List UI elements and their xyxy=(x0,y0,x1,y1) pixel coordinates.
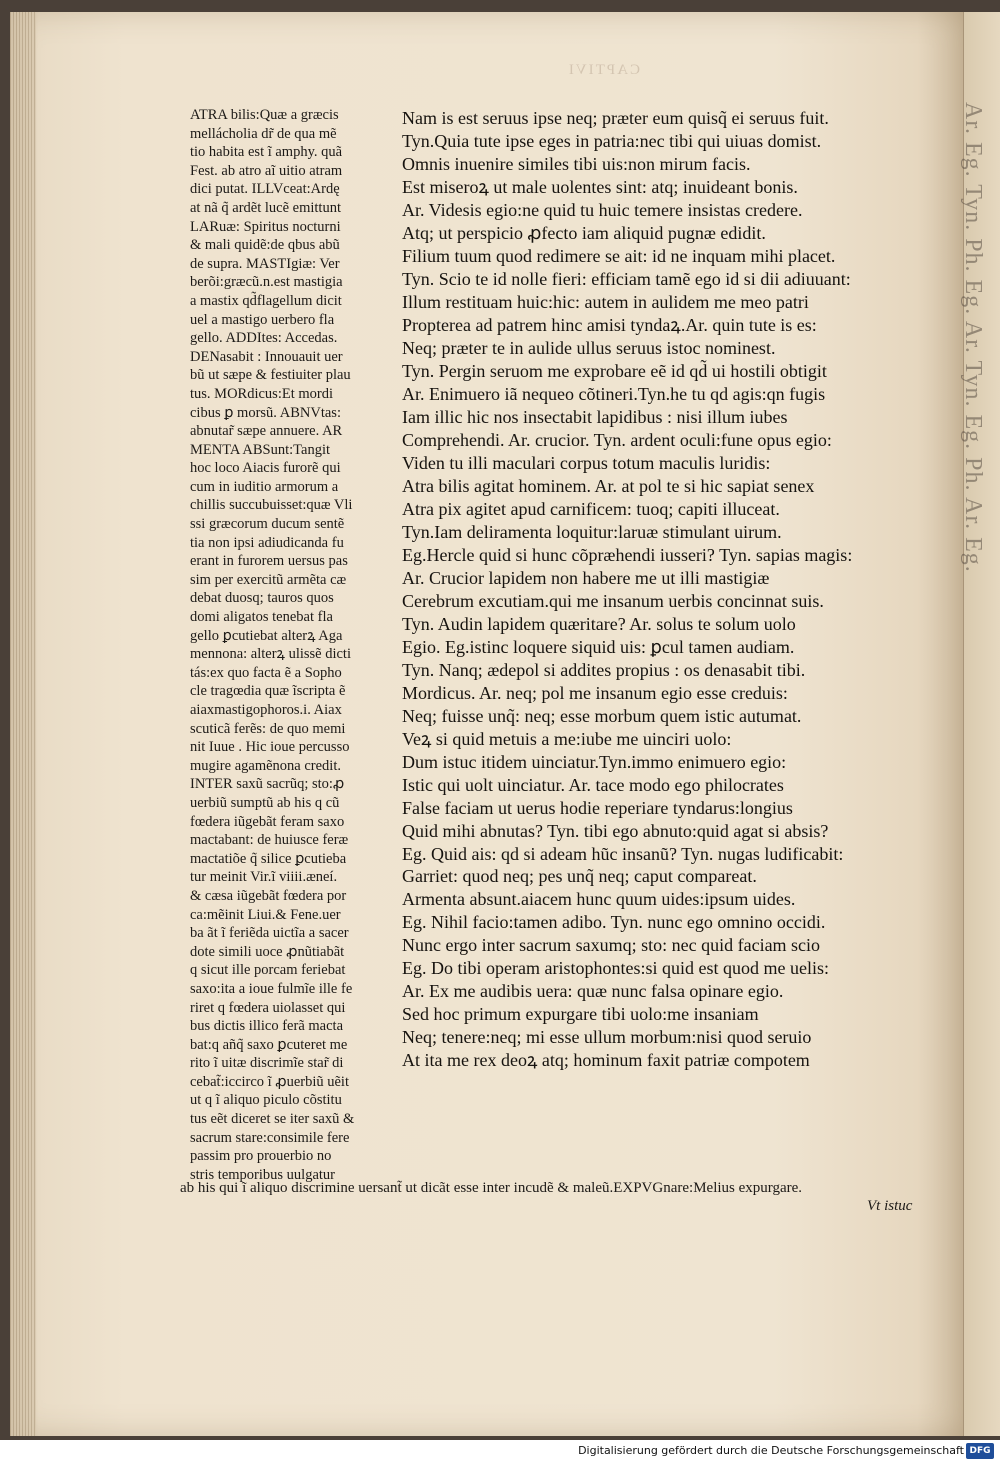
commentary-line: gello. ADDItes: Accedas. xyxy=(190,330,338,347)
commentary-line: bus dictis illico ferã macta xyxy=(190,1018,344,1035)
commentary-line: mactabant: de huiusce feræ xyxy=(190,832,349,849)
verse-line: Illum restituam huic:hic: autem in aulidem me meo patri xyxy=(402,291,809,312)
verse-line: Ar. Crucior lapidem non habere me ut illi mastigiæ xyxy=(402,567,770,588)
commentary-line: tia non ipsi adiudicanda fu xyxy=(190,534,344,551)
commentary-line: cum in iuditio armorum a xyxy=(190,478,339,495)
verse-line: Tyn. Nanq; ædepol si addites propius : os denasabit tibi. xyxy=(402,659,806,680)
commentary-line: berõi:græcũ.n.est mastigia xyxy=(190,274,343,291)
verse-line: Sed hoc primum expurgare tibi uolo:me insaniam xyxy=(402,1004,759,1025)
verse-line: False faciam ut uerus hodie reperiare tyndarus:longius xyxy=(402,797,793,818)
commentary-line: stris temporibus uulgatur xyxy=(190,1166,335,1183)
commentary-line: bat:q añq̃ saxo ꝑcuteret me xyxy=(190,1036,348,1053)
verse-line: Tyn.Iam deliramenta loquitur:laruæ stimulant uirum. xyxy=(402,521,782,542)
verse-line: Egio. Eg.istinc loquere siquid uis: ꝑcul tamen audiam. xyxy=(402,636,795,657)
commentary-line: ba ãt ĩ feriẽda uictĩa a sacer xyxy=(190,925,349,942)
verse-line: Atq; ut perspicio ꝓfecto iam aliquid pugnæ edidit. xyxy=(402,222,766,243)
commentary-line: tás:ex quo facta ẽ a Sopho xyxy=(190,664,342,681)
commentary-column xyxy=(190,106,390,1184)
commentary-line: sim per exercitũ armẽta cæ xyxy=(190,571,347,588)
commentary-line: tio habita est ĩ amphy. quã xyxy=(190,144,343,161)
commentary-line: ut q ĩ aliquo piculo cõstitu xyxy=(190,1092,342,1109)
verse-line: Quid mihi abnutas? Tyn. tibi ego abnuto:quid agat si absis? xyxy=(402,820,829,841)
verse-line: Veꝝ si quid metuis a me:iube me uinciri uolo: xyxy=(402,728,732,749)
verse-line: Eg. Quid ais: qd si adeam hũc insanũ? Tyn. nugas ludificabit: xyxy=(402,843,844,864)
verse-line: Ar. Enimuero iã nequeo cõtineri.Tyn.he tu qd agis:qn fugis xyxy=(402,383,826,404)
commentary-line: abnutar̃ sæpe annuere. AR xyxy=(190,423,343,440)
verse-line: Eg.Hercle quid si hunc cõpræhendi iusseri? Tyn. sapias magis: xyxy=(402,544,853,565)
commentary-line: Fest. ab atro aĩ uitio atram xyxy=(190,162,343,179)
page-gutter xyxy=(10,12,36,1436)
verse-line: Iam illic hic nos insectabit lapidibus : nisi illum iubes xyxy=(402,406,788,427)
facing-page-text: Ar. Eg. Tyn. Ph. Eg. Ar. Tyn. Eg. Ph. Ar. Eg. xyxy=(960,102,986,573)
commentary-line: fœdera iũgebãt feram saxo xyxy=(190,813,345,830)
commentary-line: at nã q̃ ardẽt lucẽ emittunt xyxy=(190,199,341,216)
verse-line: Tyn.Quia tute ipse eges in patria:nec tibi qui uiuas domist. xyxy=(402,130,822,151)
verse-line: Viden tu illi maculari corpus totum maculis luridis: xyxy=(402,452,771,473)
catchword: Vt istuc xyxy=(867,1198,913,1214)
bleed-through-text: CAPTIVI xyxy=(566,62,640,78)
verse-line: Atra pix agitet apud carnificem: tuoq; capiti illuceat. xyxy=(402,498,780,519)
verse-line: Tyn. Audin lapidem quæritare? Ar. solus te solum uolo xyxy=(402,613,796,634)
verse-line: Tyn. Scio te id nolle fieri: efficiam tamẽ ego id si dii adiuuant: xyxy=(402,268,851,289)
commentary-line: & cæsa iũgebãt fœdera por xyxy=(190,887,347,904)
commentary-line: rito ĩ uitæ discrimĩe star̃ di xyxy=(190,1055,344,1072)
verse-line: Propterea ad patrem hinc amisi tyndaꝝ.Ar. quin tute is es: xyxy=(402,314,817,335)
verse-line: Comprehendi. Ar. crucior. Tyn. ardent oculi:fune opus egio: xyxy=(402,429,832,450)
verse-line: Cerebrum excutiam.qui me insanum uerbis concinnat suis. xyxy=(402,590,824,611)
commentary-line: saxo:ita a ioue fulmĩe ille fe xyxy=(190,980,353,997)
commentary-line: cebat̃:iccirco ĩ ꝓuerbiũ uẽit xyxy=(190,1073,349,1090)
commentary-line: MENTA ABSunt:Tangit xyxy=(190,441,331,458)
verse-line: Est miseroꝝ ut male uolentes sint: atq; inuideant bonis. xyxy=(402,176,798,197)
commentary-line: cle tragœdia quæ ĩscripta ẽ xyxy=(190,683,346,700)
commentary-line: scuticã ferẽs: de quo memi xyxy=(190,720,346,737)
verse-line: Dum istuc itidem uinciatur.Tyn.immo enimuero egio: xyxy=(402,751,787,772)
commentary-line: tur meinit Vir.ĩ viiii.æneí. xyxy=(190,869,338,886)
commentary-line: cibus ꝑ morsũ. ABNVtas: xyxy=(190,404,341,421)
verse-line: Garriet: quod neq; pes unq̃ neq; caput compareat. xyxy=(402,866,757,887)
commentary-line: gello ꝑcutiebat alterꝝ Aga xyxy=(190,627,343,644)
commentary-line: mactatiõe q̃ silice ꝑcutieba xyxy=(190,850,347,867)
verse-line: Neq; fuisse unq̃: neq; esse morbum quem istic autumat. xyxy=(402,705,802,726)
verse-line: Atra bilis agitat hominem. Ar. at pol te si hic sapiat senex xyxy=(402,475,815,496)
commentary-line: nit Iuue . Hic ioue percusso xyxy=(190,739,350,756)
commentary-line: INTER saxũ sacrũq; sto:ꝓ xyxy=(190,776,345,793)
verse-line: Ar. Videsis egio:ne quid tu huic temere insistas credere. xyxy=(402,199,803,220)
funding-credit: Digitalisierung gefördert durch die Deutsche Forschungsgemeinschaft xyxy=(578,1444,964,1457)
verse-line: Mordicus. Ar. neq; pol me insanum egio esse creduis: xyxy=(402,682,788,703)
verse-line: Filium tuum quod redimere se ait: id ne inquam mihi placet. xyxy=(402,245,836,266)
commentary-line: LARuæ: Spiritus nocturni xyxy=(190,218,341,235)
verse-line: Istic qui uolt uinciatur. Ar. tace modo ego philocrates xyxy=(402,774,784,795)
commentary-line: bũ ut sæpe & festiuiter plau xyxy=(190,367,351,384)
commentary-line: passim pro prouerbio no xyxy=(190,1148,332,1165)
commentary-line: tus. MORdicus:Et mordi xyxy=(190,385,333,402)
commentary-line: sacrum stare:consimile fere xyxy=(190,1129,350,1146)
commentary-line: uel a mastigo uerbero fla xyxy=(190,311,335,328)
footer-bar xyxy=(0,1440,1000,1464)
commentary-line: dote simili uoce ꝓnũtiabãt xyxy=(190,943,345,960)
commentary-line: chillis succubuisset:quæ Vli xyxy=(190,497,353,514)
commentary-line: mellácholia dr̃ de qua mẽ xyxy=(190,125,337,142)
verse-column xyxy=(402,107,930,1072)
commentary-line: & mali quidẽ:de qbus abũ xyxy=(190,237,340,254)
commentary-line: dici putat. ILLVceat:Ardę xyxy=(190,181,340,198)
verse-line: Eg. Nihil facio:tamen adibo. Tyn. nunc ego omnino occidi. xyxy=(402,912,826,933)
commentary-line: tus eẽt diceret se iter saxũ & xyxy=(190,1111,355,1128)
verse-line: Tyn. Pergin seruom me exprobare eẽ id qd̃ ui hostili obtigit xyxy=(402,360,827,381)
verse-line: Omnis inuenire similes tibi uis:non mirum facis. xyxy=(402,153,751,174)
commentary-line: riret q fœdera uiolasset qui xyxy=(190,999,346,1016)
facing-page-edge xyxy=(960,12,1000,1436)
verse-line: At ita me rex deoꝝ atq; hominum faxit patriæ compotem xyxy=(402,1050,810,1071)
commentary-line: DENasabit : Innouauit uer xyxy=(190,348,343,365)
commentary-line: de supra. MASTIgiæ: Ver xyxy=(190,255,340,272)
commentary-line: ssi græcorum ducum sentẽ xyxy=(190,516,345,533)
commentary-line: uerbiũ sumptũ ab his q cũ xyxy=(190,794,340,811)
commentary-line: ATRA bilis:Quæ a græcis xyxy=(190,107,339,123)
verse-line: Ar. Ex me audibis uera: quæ nunc falsa opinare egio. xyxy=(402,981,784,1002)
commentary-line: q sicut ille porcam feriebat xyxy=(190,962,346,979)
verse-line: Nunc ergo inter sacrum saxumq; sto: nec quid faciam scio xyxy=(402,935,821,956)
dfg-logo: DFG xyxy=(966,1443,994,1459)
verse-line: Neq; tenere:neq; mi esse ullum morbum:nisi quod seruio xyxy=(402,1027,812,1048)
verse-line: Nam is est seruus ipse neq; præter eum quisq̃ ei seruus fuit. xyxy=(402,108,829,128)
verse-line: Eg. Do tibi operam aristophontes:si quid est quod me uelis: xyxy=(402,958,829,979)
commentary-line: ca:mẽinit Liui.& Fene.uer xyxy=(190,906,341,923)
verse-line: Neq; præter te in aulide ullus seruus istoc nominest. xyxy=(402,337,776,358)
commentary-line: erant in furorem uersus pas xyxy=(190,553,348,570)
commentary-line: domi aligatos tenebat fla xyxy=(190,609,333,626)
commentary-tail-line: ab his qui ĩ aliquo discrimine uersant̃ ut dicãt esse inter incudẽ & maleũ.EXPVGnare:Melius expurgare. xyxy=(180,1180,803,1196)
commentary-line: a mastix qd̃flagellum dicit xyxy=(190,292,342,309)
verse-line: Armenta absunt.aiacem hunc quum uides:ipsum uides. xyxy=(402,889,796,910)
commentary-line: aiaxmastigophoros.i. Aiax xyxy=(190,702,342,718)
commentary-line: mennona: alterꝝ ulissẽ dicti xyxy=(190,646,351,663)
commentary-line: debat duosq; tauros quos xyxy=(190,590,334,607)
commentary-line: hoc loco Aiacis furorẽ qui xyxy=(190,460,341,477)
commentary-line: mugire agamẽnona credit. xyxy=(190,757,341,774)
